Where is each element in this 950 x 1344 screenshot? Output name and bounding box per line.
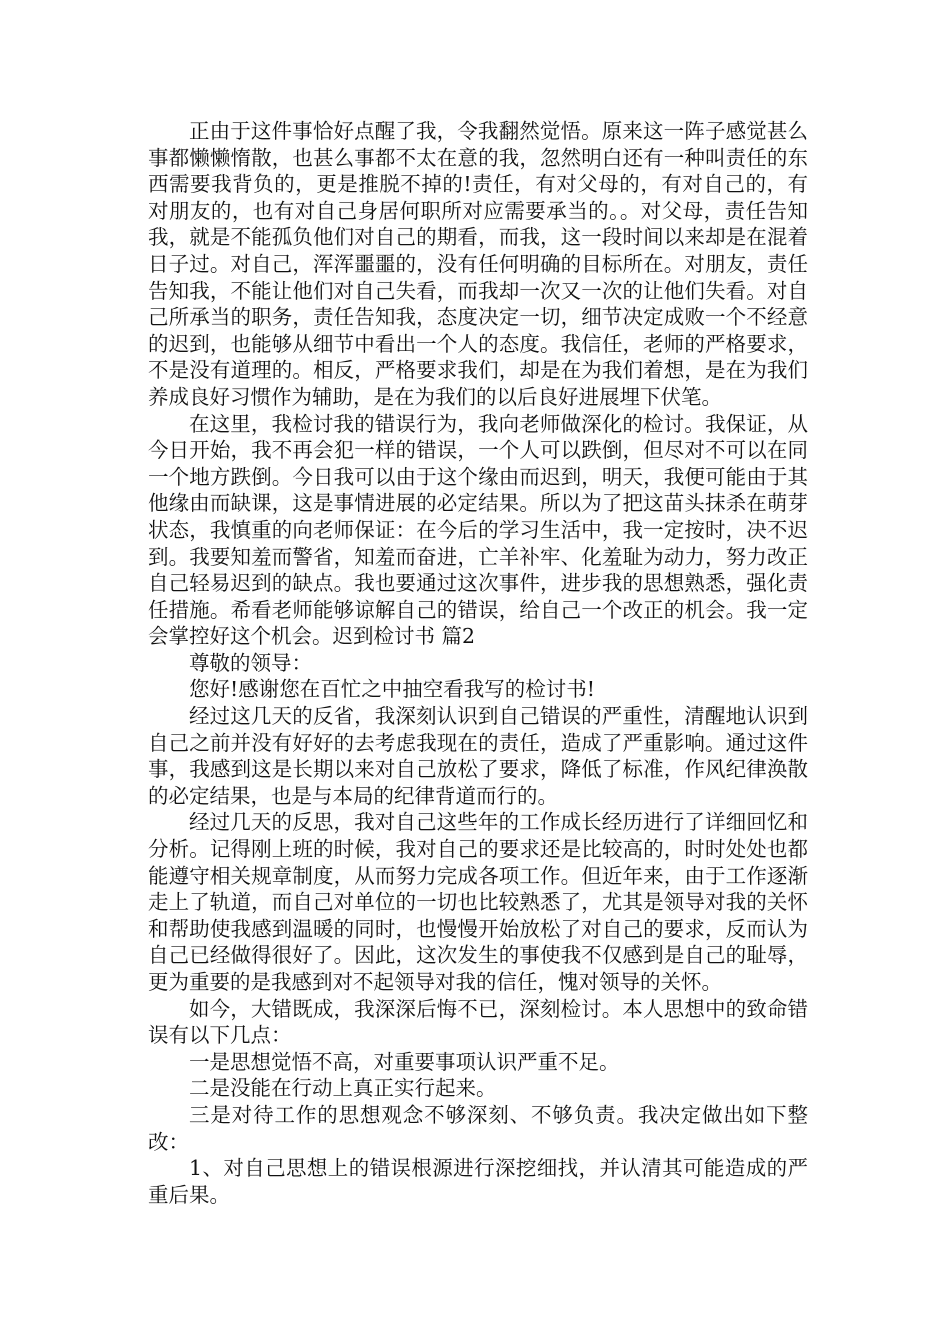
paragraph-analysis: 经过几天的反思，我对自己这些年的工作成长经历进行了详细回忆和分析。记得刚上班的时候，我对自己的要求还是比较高的，时时处处也都能遵守相关规章制度，从而努力完成各项工作。但近年来，由于工作逐渐走上了轨道，而自己对单位的一切也比较熟悉了，尤其是领导对我的关怀和帮助使我感到温暖的同时，也慢慢开始放松了对自己的要求，反而认为自己已经做得很好了。因此，这次发生的事使我不仅感到是自己的耻辱，更为重要的是我感到对不起领导对我的信任，愧对领导的关怀。 (148, 810, 808, 994)
paragraph-errors-intro: 如今，大错既成，我深深后悔不已，深刻检讨。本人思想中的致命错误有以下几点： (148, 996, 808, 1048)
paragraph-responsibility: 正由于这件事恰好点醒了我，令我翻然觉悟。原来这一阵子感觉甚么事都懒懒惰散，也甚么事都不太在意的我，忽然明白还有一种叫责任的东西需要我背负的，更是推脱不掉的!责任，有对父母的，有对自己的，有对朋友的，也有对自己身居何职所对应需要承当的。。对父母，责任告知我，就是不能孤负他们对自己的期看，而我，这一段时间以来却是在混着日子过。对自己，浑浑噩噩的，没有任何明确的目标所在。对朋友，责任告知我，不能让他们对自己失看，而我却一次又一次的让他们失看。对自己所承当的职务，责任告知我，态度决定一切，细节决定成败一个不经意的迟到，也能够从细节中看出一个人的态度。我信任，老师的严格要求，不是没有道理的。相反，严格要求我们，却是在为我们着想，是在为我们养成良好习惯作为辅助，是在为我们的以后良好进展埋下伏笔。 (148, 119, 808, 409)
rectification-item-1: 1、对自己思想上的错误根源进行深挖细找，并认清其可能造成的严重后果。 (148, 1156, 808, 1207)
paragraph-reflection: 经过这几天的反省，我深刻认识到自己错误的严重性，清醒地认识到自己之前并没有好好的去考虑我现在的责任，造成了严重影响。通过这件事，我感到这是长期以来对自己放松了要求，降低了标准，作风纪律涣散的必定结果，也是与本局的纪律背道而行的。 (148, 704, 808, 808)
error-point-3: 三是对待工作的思想观念不够深刻、不够负责。我决定做出如下整改： (148, 1102, 808, 1154)
greeting-line: 您好!感谢您在百忙之中抽空看我写的检讨书! (189, 677, 595, 702)
error-point-2: 二是没能在行动上真正实行起来。 (189, 1076, 497, 1101)
paragraph-self-criticism: 在这里，我检讨我的错误行为，我向老师做深化的检讨。我保证，从今日开始，我不再会犯一样的错误，一个人可以跌倒，但尽对不可以在同一个地方跌倒。今日我可以由于这个缘由而迟到，明天，我便可能由于其他缘由而缺课，这是事情进展的必定结果。所以为了把这苗头抹杀在萌芽状态，我慎重的向老师保证：在今后的学习生活中，我一定按时，决不迟到。我要知羞而警省，知羞而奋进，亡羊补牢、化羞耻为动力，努力改正自己轻易迟到的缺点。我也要通过这次事件，进步我的思想熟悉，强化责任措施。希看老师能够谅解自己的错误，给自己一个改正的机会。我一定会掌控好这个机会。迟到检讨书 篇2 (148, 411, 808, 649)
salutation: 尊敬的领导： (189, 650, 312, 675)
document-body (148, 118, 808, 1208)
error-point-1: 一是思想觉悟不高，对重要事项认识严重不足。 (189, 1049, 620, 1074)
